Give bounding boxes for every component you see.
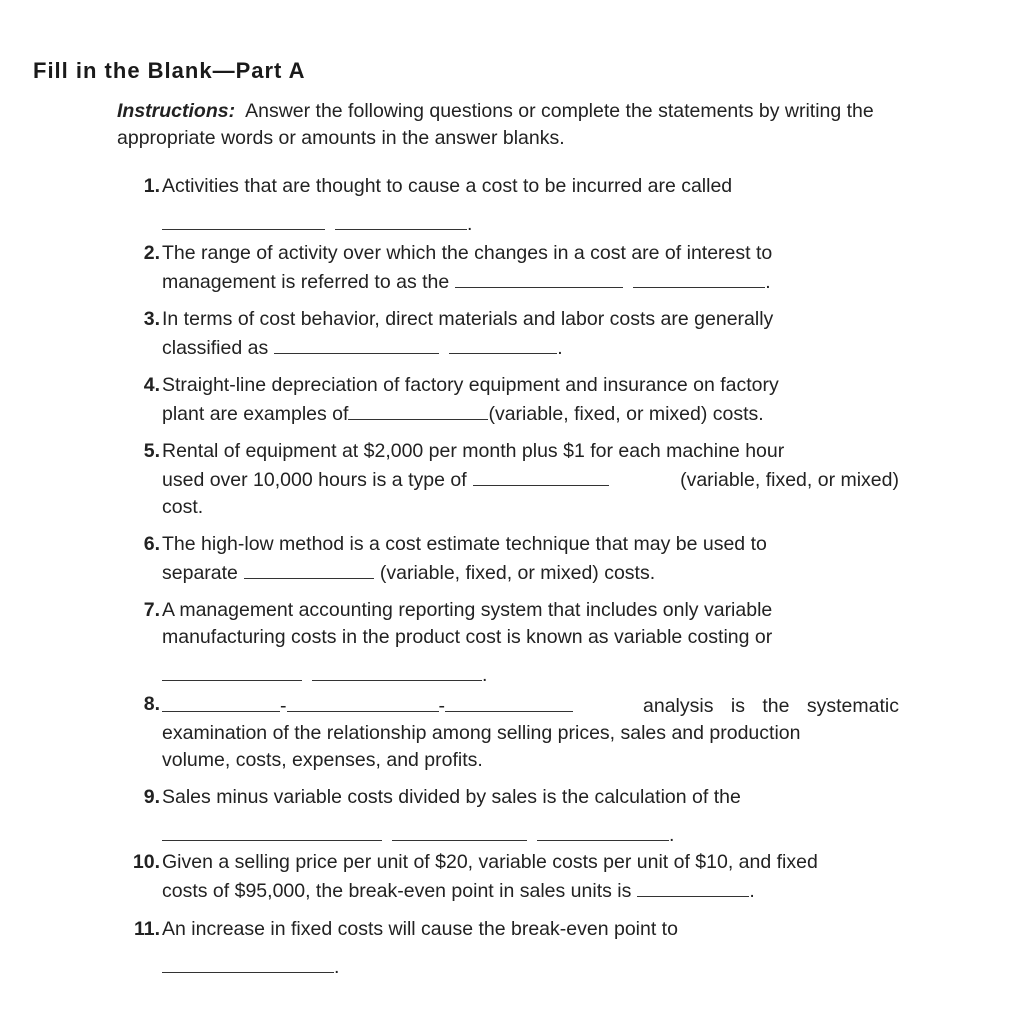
section-title: Fill in the Blank—Part A: [33, 58, 306, 83]
question-text: volume, costs, expenses, and profits.: [162, 749, 483, 771]
question-text: The range of activity over which the changes in a cost are of interest to: [162, 242, 773, 264]
question-text: manufacturing costs in the product cost is known as variable costing or: [162, 626, 773, 648]
question-text: analysis is the systematic: [643, 695, 899, 717]
instructions-text: Answer the following questions or complete the statements by writing the appropriate words or amounts in the answer blanks.: [117, 100, 874, 149]
question-text: Straight-line depreciation of factory equipment and insurance on factory: [162, 374, 779, 396]
answer-blank[interactable]: [473, 465, 609, 486]
question-number: 10.: [132, 851, 160, 873]
question-4: [124, 372, 899, 428]
question-text: management is referred to as the: [162, 271, 450, 293]
answer-blank[interactable]: [633, 267, 765, 288]
answer-blank[interactable]: [312, 660, 482, 681]
question-number: 1.: [143, 175, 160, 197]
answer-blank[interactable]: [637, 876, 749, 897]
question-text: Rental of equipment at $2,000 per month plus $1 for each machine hour: [162, 440, 785, 462]
question-text: costs of $95,000, the break-even point in sales units is: [162, 880, 632, 902]
answer-blank[interactable]: [348, 399, 488, 420]
question-9: [124, 784, 899, 849]
question-text: (variable, fixed, or mixed): [680, 469, 899, 491]
question-3: [124, 306, 899, 362]
question-number: 11.: [133, 918, 160, 940]
question-text: examination of the relationship among selling prices, sales and production: [162, 722, 801, 744]
instructions: [117, 98, 902, 152]
question-text: plant are examples of: [162, 403, 349, 425]
punctuation: .: [749, 880, 755, 902]
answer-blank[interactable]: [162, 660, 302, 681]
answer-blank[interactable]: [537, 820, 669, 841]
question-text: An increase in fixed costs will cause the break-even point to: [162, 918, 678, 940]
question-text: A management accounting reporting system that includes only variable: [162, 599, 773, 621]
question-11: [124, 916, 899, 981]
punctuation: .: [482, 664, 488, 686]
question-text: Activities that are thought to cause a cost to be incurred are called: [162, 175, 733, 197]
answer-blank[interactable]: [162, 952, 334, 973]
punctuation: .: [557, 337, 563, 359]
question-8: [124, 691, 899, 774]
question-number: 2.: [143, 242, 160, 264]
instructions-lead: Instructions:: [117, 100, 236, 122]
answer-blank[interactable]: [455, 267, 623, 288]
answer-blank[interactable]: [274, 333, 439, 354]
question-number: 4.: [143, 374, 160, 396]
answer-blank[interactable]: [162, 209, 325, 230]
punctuation: .: [765, 271, 771, 293]
punctuation: .: [669, 824, 675, 846]
answer-blank[interactable]: [287, 691, 439, 712]
question-1: [124, 173, 899, 238]
question-text: In terms of cost behavior, direct materials and labor costs are generally: [162, 308, 774, 330]
answer-blank[interactable]: [392, 820, 527, 841]
question-text: (variable, fixed, or mixed) costs.: [488, 403, 764, 425]
question-10: [124, 849, 899, 905]
question-text: The high-low method is a cost estimate technique that may be used to: [162, 533, 767, 555]
question-number: 7.: [143, 599, 160, 621]
question-text: (variable, fixed, or mixed) costs.: [379, 562, 656, 584]
question-text: cost.: [162, 496, 204, 518]
hyphen: -: [438, 695, 445, 717]
question-text: Sales minus variable costs divided by sales is the calculation of the: [162, 786, 741, 808]
answer-blank[interactable]: [449, 333, 557, 354]
question-5: [124, 438, 899, 521]
question-text: classified as: [162, 337, 269, 359]
hyphen: -: [280, 695, 287, 717]
question-number: 5.: [143, 440, 160, 462]
answer-blank[interactable]: [162, 691, 280, 712]
question-text: separate: [162, 562, 238, 584]
question-2: [124, 240, 899, 296]
answer-blank[interactable]: [162, 820, 382, 841]
punctuation: .: [467, 213, 473, 235]
question-7: [124, 597, 899, 689]
punctuation: .: [334, 956, 340, 978]
question-number: 6.: [143, 533, 160, 555]
answer-blank[interactable]: [244, 558, 374, 579]
question-text: Given a selling price per unit of $20, variable costs per unit of $10, and fixed: [162, 851, 818, 873]
answer-blank[interactable]: [445, 691, 573, 712]
question-number: 3.: [143, 308, 160, 330]
question-number: 8.: [143, 693, 160, 715]
answer-blank[interactable]: [335, 209, 467, 230]
question-text: used over 10,000 hours is a type of: [162, 469, 467, 491]
question-number: 9.: [143, 786, 160, 808]
question-6: [124, 531, 899, 587]
